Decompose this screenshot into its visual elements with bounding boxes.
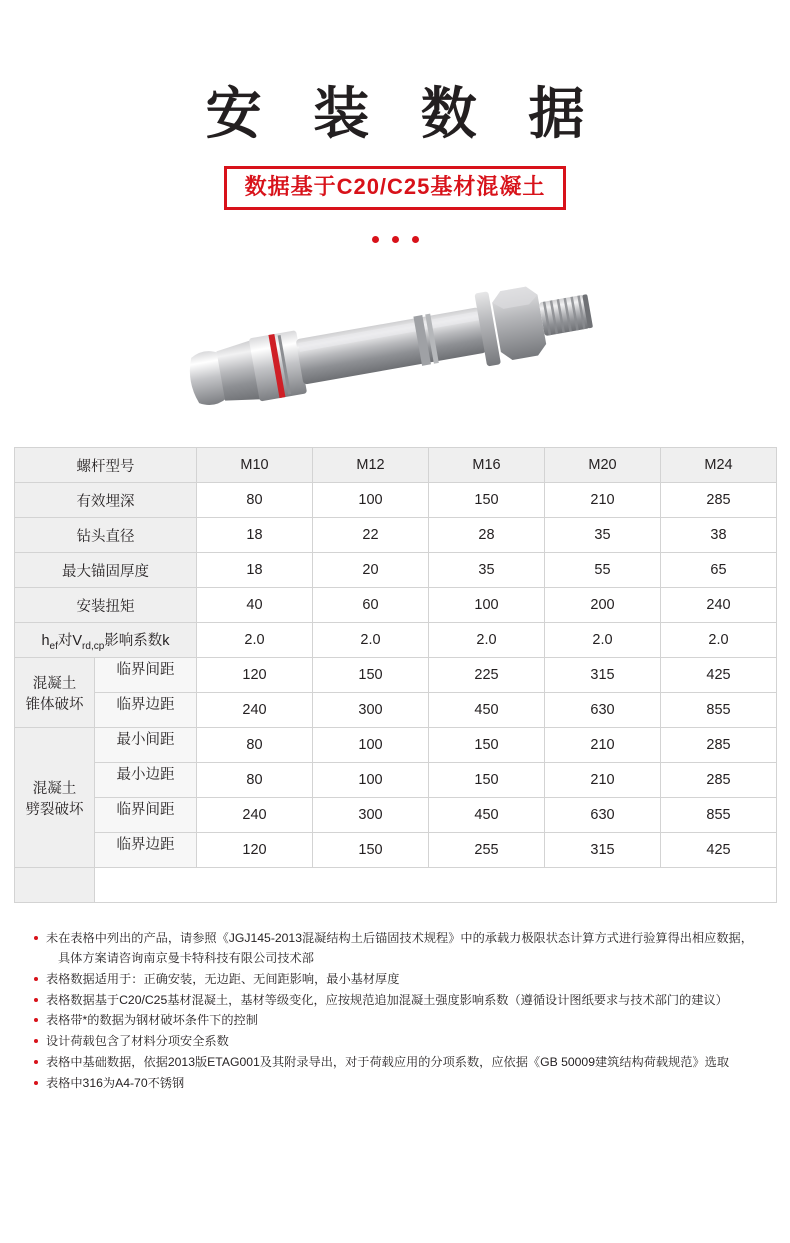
decorative-dots — [0, 236, 790, 243]
cell: 2.0 — [197, 623, 313, 658]
expansion-anchor-bolt-image — [182, 269, 622, 419]
cell: 285 — [661, 728, 777, 763]
group-label-line2: 锥体破坏 — [25, 696, 84, 713]
note-text: 设计荷载包含了材料分项安全系数 — [46, 1034, 229, 1049]
product-image-area — [0, 249, 790, 439]
cell: 80 — [197, 483, 313, 518]
note-item — [34, 970, 760, 990]
bullet-icon — [34, 1060, 38, 1064]
row-label-k-factor: $h_{ef}$对$V_{rd,cp}$影响系数k — [15, 623, 197, 658]
cell: 65 — [661, 553, 777, 588]
spacer-cell — [15, 868, 95, 903]
cell: 55 — [545, 553, 661, 588]
cell: 315 — [545, 833, 661, 868]
cell: 630 — [545, 798, 661, 833]
cell: 450 — [429, 798, 545, 833]
subrow-label-critical-edge: 临界边距 — [95, 693, 197, 728]
cell: 210 — [545, 763, 661, 798]
group-label-line1: 混凝土 — [32, 780, 77, 797]
cell: 35 — [545, 518, 661, 553]
note-item — [34, 929, 760, 969]
cell: 855 — [661, 693, 777, 728]
bullet-icon — [34, 977, 38, 981]
note-text: 表格中316为A4-70不锈钢 — [46, 1075, 185, 1090]
table-row — [15, 763, 777, 798]
cell: 300 — [313, 798, 429, 833]
column-header-m24: M24 — [661, 448, 777, 483]
note-text-continued: 具体方案请咨询南京曼卡特科技有限公司技术部 — [58, 951, 314, 966]
cell: 35 — [429, 553, 545, 588]
cell: 240 — [661, 588, 777, 623]
cell: 315 — [545, 658, 661, 693]
cell: 40 — [197, 588, 313, 623]
note-item — [34, 1053, 760, 1073]
cell: 2.0 — [429, 623, 545, 658]
cell: 2.0 — [661, 623, 777, 658]
cell: 150 — [429, 728, 545, 763]
note-item — [34, 1011, 760, 1031]
row-label-effective-depth: 有效埋深 — [15, 483, 197, 518]
note-item — [34, 991, 760, 1011]
cell: 200 — [545, 588, 661, 623]
row-label-drill-diameter: 钻头直径 — [15, 518, 197, 553]
cell: 60 — [313, 588, 429, 623]
cell: 38 — [661, 518, 777, 553]
table-row-spacer — [15, 868, 777, 903]
dot-icon — [392, 236, 399, 243]
cell: 18 — [197, 518, 313, 553]
cell: 100 — [429, 588, 545, 623]
subtitle-badge: 数据基于C20/C25基材混凝土 — [224, 166, 567, 210]
installation-data-table — [14, 447, 777, 903]
note-text: 表格数据基于C20/C25基材混凝土，基材等级变化，应按规范追加混凝土强度影响系数（遵循设计图纸要求与技术部门的建议） — [46, 992, 728, 1007]
group-label-concrete-splitting-failure — [15, 728, 95, 868]
dot-icon — [412, 236, 419, 243]
cell: 240 — [197, 693, 313, 728]
bullet-icon — [34, 936, 38, 940]
subrow-label-critical-edge: 临界边距 — [95, 833, 197, 868]
cell: 300 — [313, 693, 429, 728]
header — [0, 0, 790, 243]
table-row — [15, 483, 777, 518]
cell: 18 — [197, 553, 313, 588]
cell: 225 — [429, 658, 545, 693]
cell: 150 — [429, 763, 545, 798]
group-label-line1: 混凝土 — [32, 675, 77, 692]
cell: 2.0 — [545, 623, 661, 658]
table-row-header — [15, 448, 777, 483]
bullet-icon — [34, 1039, 38, 1043]
note-text: 未在表格中列出的产品，请参照《JGJ145-2013混凝结构土后锚固技术规程》中的承载力极限状态计算方式进行验算得出相应数据， — [46, 931, 753, 946]
column-header-model: 螺杆型号 — [15, 448, 197, 483]
notes-list — [0, 929, 790, 1093]
page-title: 安 装 数 据 — [205, 82, 603, 145]
subrow-label-min-spacing: 最小间距 — [95, 728, 197, 763]
dot-icon — [372, 236, 379, 243]
cell: 150 — [313, 833, 429, 868]
bullet-icon — [34, 1081, 38, 1085]
cell: 285 — [661, 483, 777, 518]
cell: 425 — [661, 658, 777, 693]
cell: 2.0 — [313, 623, 429, 658]
cell: 100 — [313, 728, 429, 763]
cell: 285 — [661, 763, 777, 798]
cell: 855 — [661, 798, 777, 833]
cell: 120 — [197, 658, 313, 693]
note-item — [34, 1032, 760, 1052]
note-item — [34, 1074, 760, 1094]
subrow-label-min-edge: 最小边距 — [95, 763, 197, 798]
row-label-max-fixture-thickness: 最大锚固厚度 — [15, 553, 197, 588]
column-header-m20: M20 — [545, 448, 661, 483]
table-row — [15, 798, 777, 833]
group-label-concrete-cone-failure — [15, 658, 95, 728]
table-row — [15, 623, 777, 658]
table-row — [15, 728, 777, 763]
subtitle-container — [0, 166, 790, 210]
spec-table-container — [0, 447, 790, 903]
note-text: 表格中基础数据，依据2013版ETAG001及其附录导出，对于荷载应用的分项系数，应依据《GB 50009建筑结构荷载规范》选取 — [46, 1054, 730, 1069]
table-row — [15, 693, 777, 728]
bullet-icon — [34, 1018, 38, 1022]
note-text: 表格数据适用于：正确安装，无边距、无间距影响，最小基材厚度 — [46, 971, 400, 986]
cell: 150 — [313, 658, 429, 693]
cell: 150 — [429, 483, 545, 518]
cell: 255 — [429, 833, 545, 868]
subrow-label-critical-spacing: 临界间距 — [95, 658, 197, 693]
table-row — [15, 553, 777, 588]
cell: 100 — [313, 763, 429, 798]
cell: 210 — [545, 728, 661, 763]
cell: 240 — [197, 798, 313, 833]
bullet-icon — [34, 998, 38, 1002]
cell: 28 — [429, 518, 545, 553]
cell: 450 — [429, 693, 545, 728]
table-row — [15, 658, 777, 693]
group-label-line2: 劈裂破坏 — [25, 801, 84, 818]
column-header-m10: M10 — [197, 448, 313, 483]
spacer-cell — [95, 868, 777, 903]
table-row — [15, 833, 777, 868]
table-row — [15, 588, 777, 623]
subrow-label-critical-spacing: 临界间距 — [95, 798, 197, 833]
column-header-m16: M16 — [429, 448, 545, 483]
cell: 120 — [197, 833, 313, 868]
cell: 22 — [313, 518, 429, 553]
note-text: 表格带*的数据为钢材破坏条件下的控制 — [46, 1013, 258, 1028]
row-label-install-torque: 安装扭矩 — [15, 588, 197, 623]
cell: 80 — [197, 763, 313, 798]
cell: 210 — [545, 483, 661, 518]
table-row — [15, 518, 777, 553]
cell: 80 — [197, 728, 313, 763]
column-header-m12: M12 — [313, 448, 429, 483]
cell: 425 — [661, 833, 777, 868]
cell: 630 — [545, 693, 661, 728]
cell: 100 — [313, 483, 429, 518]
cell: 20 — [313, 553, 429, 588]
